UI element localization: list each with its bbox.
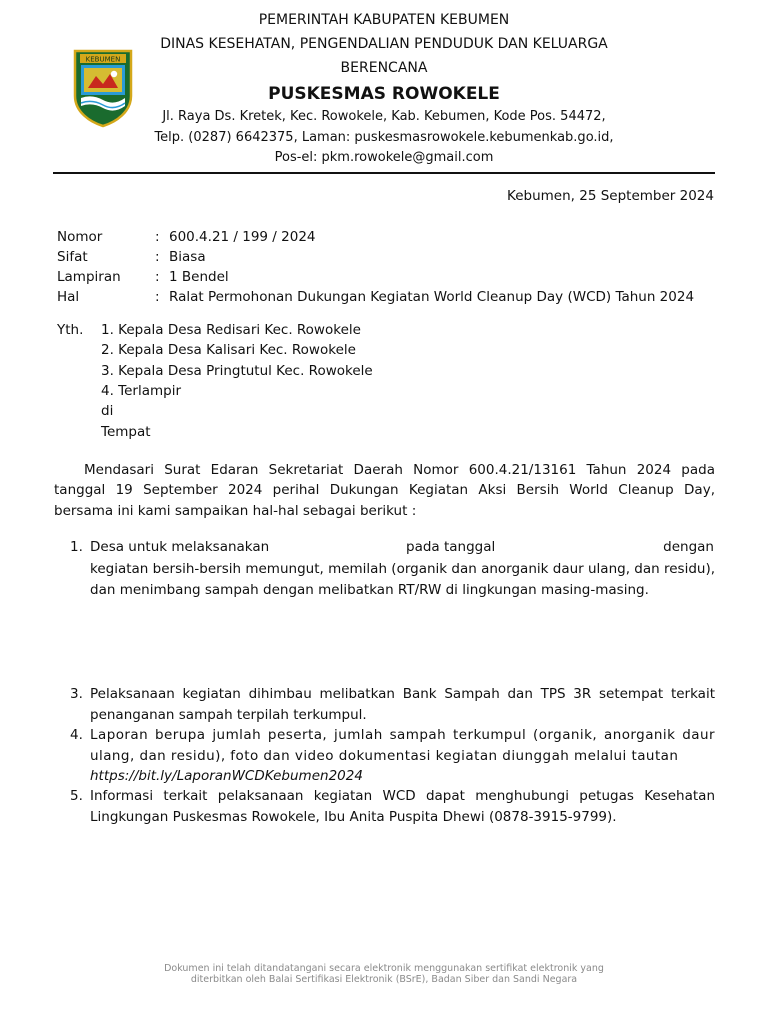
kop-department: DINAS KESEHATAN, PENGENDALIAN PENDUDUK DAN KELUARGA <box>160 36 608 52</box>
e-signature-footer <box>54 963 714 985</box>
intro-line-2: tanggal 19 September 2024 perihal Dukungan Kegiatan Aksi Bersih World Cleanup Day, <box>54 482 715 498</box>
meta-label-nomor: Nomor <box>57 229 103 245</box>
meta-label-lampiran: Lampiran <box>57 269 121 285</box>
item-text: Pelaksanaan kegiatan dihimbau melibatkan Bank Sampah dan TPS 3R setempat terkait penanganan sampah terpilah terkumpul. <box>90 686 715 723</box>
item-1-continuation: kegiatan bersih-bersih memungut, memilah (organik dan anorganik daur ulang, dan residu), dan menimbang sampah dengan melibatkan RT/RW di lingkungan masing-masing. <box>90 561 715 598</box>
meta-colon: : <box>155 289 160 305</box>
recipient-item: 4. Terlampir <box>101 383 182 399</box>
logo-lettering: KEBUMEN <box>85 55 121 64</box>
item-number: 5. <box>70 788 83 804</box>
intro-line-1: Mendasari Surat Edaran Sekretariat Daerah Nomor 600.4.21/13161 Tahun 2024 pada <box>84 462 715 478</box>
meta-colon: : <box>155 269 160 285</box>
meta-value-nomor: 600.4.21 / 199 / 2024 <box>169 229 316 245</box>
item-1-text-a: Desa untuk melaksanakan <box>90 539 270 555</box>
recipient-di: di <box>101 403 114 419</box>
item-number: 4. <box>70 727 83 743</box>
meta-colon: : <box>155 229 160 245</box>
item-1-text-c: dengan <box>663 539 714 555</box>
list-item <box>70 786 715 827</box>
meta-colon: : <box>155 249 160 265</box>
item-number: 3. <box>70 686 83 702</box>
letterhead-divider <box>53 172 715 174</box>
recipient-salutation: Yth. <box>57 322 84 338</box>
kop-phone-website: Telp. (0287) 6642375, Laman: puskesmasrowokele.kebumenkab.go.id, <box>154 130 614 145</box>
item-1-text-b: pada tanggal <box>406 539 496 555</box>
recipient-item: 1. Kepala Desa Redisari Kec. Rowokele <box>101 322 361 338</box>
list-item <box>70 725 715 787</box>
item-4-text: Laporan berupa jumlah peserta, jumlah sampah terkumpul (organik, anorganik daur ulang, dan residu), foto dan video dokumentasi kegiatan diunggah melalui tautan <box>90 727 715 764</box>
recipient-tempat: Tempat <box>101 424 151 440</box>
recipient-item: 3. Kepala Desa Pringtutul Kec. Rowokele <box>101 363 373 379</box>
kop-puskesmas-name: PUSKESMAS ROWOKELE <box>268 84 500 104</box>
meta-label-sifat: Sifat <box>57 249 88 265</box>
kop-address: Jl. Raya Ds. Kretek, Kec. Rowokele, Kab. Kebumen, Kode Pos. 54472, <box>162 109 606 124</box>
kop-government: PEMERINTAH KABUPATEN KEBUMEN <box>258 12 510 28</box>
letter-date: Kebumen, 25 September 2024 <box>507 188 714 204</box>
item-text: Informasi terkait pelaksanaan kegiatan WCD dapat menghubungi petugas Kesehatan Lingkungan Puskesmas Rowokele, Ibu Anita Puspita Dhewi (0878-3915-9799). <box>90 788 715 825</box>
list-item <box>70 684 715 725</box>
footer-line-2: diterbitkan oleh Balai Sertifikasi Elektronik (BSrE), Badan Siber dan Sandi Negara <box>190 974 578 985</box>
meta-value-hal: Ralat Permohonan Dukungan Kegiatan World Cleanup Day (WCD) Tahun 2024 <box>169 289 695 305</box>
report-link[interactable]: https://bit.ly/LaporanWCDKebumen2024 <box>90 768 363 784</box>
kop-department-cont: BERENCANA <box>340 60 428 76</box>
footer-line-1: Dokumen ini telah ditandatangani secara elektronik menggunakan sertifikat elektronik yang <box>164 963 604 974</box>
item-1-number: 1. <box>70 539 83 555</box>
meta-label-hal: Hal <box>57 289 80 305</box>
item-text <box>90 725 715 787</box>
kop-email: Pos-el: pkm.rowokele@gmail.com <box>274 150 494 165</box>
intro-line-3: bersama ini kami sampaikan hal-hal sebagai berikut : <box>54 503 417 519</box>
meta-value-sifat: Biasa <box>169 249 206 265</box>
recipient-item: 2. Kepala Desa Kalisari Kec. Rowokele <box>101 342 356 358</box>
meta-value-lampiran: 1 Bendel <box>169 269 229 285</box>
